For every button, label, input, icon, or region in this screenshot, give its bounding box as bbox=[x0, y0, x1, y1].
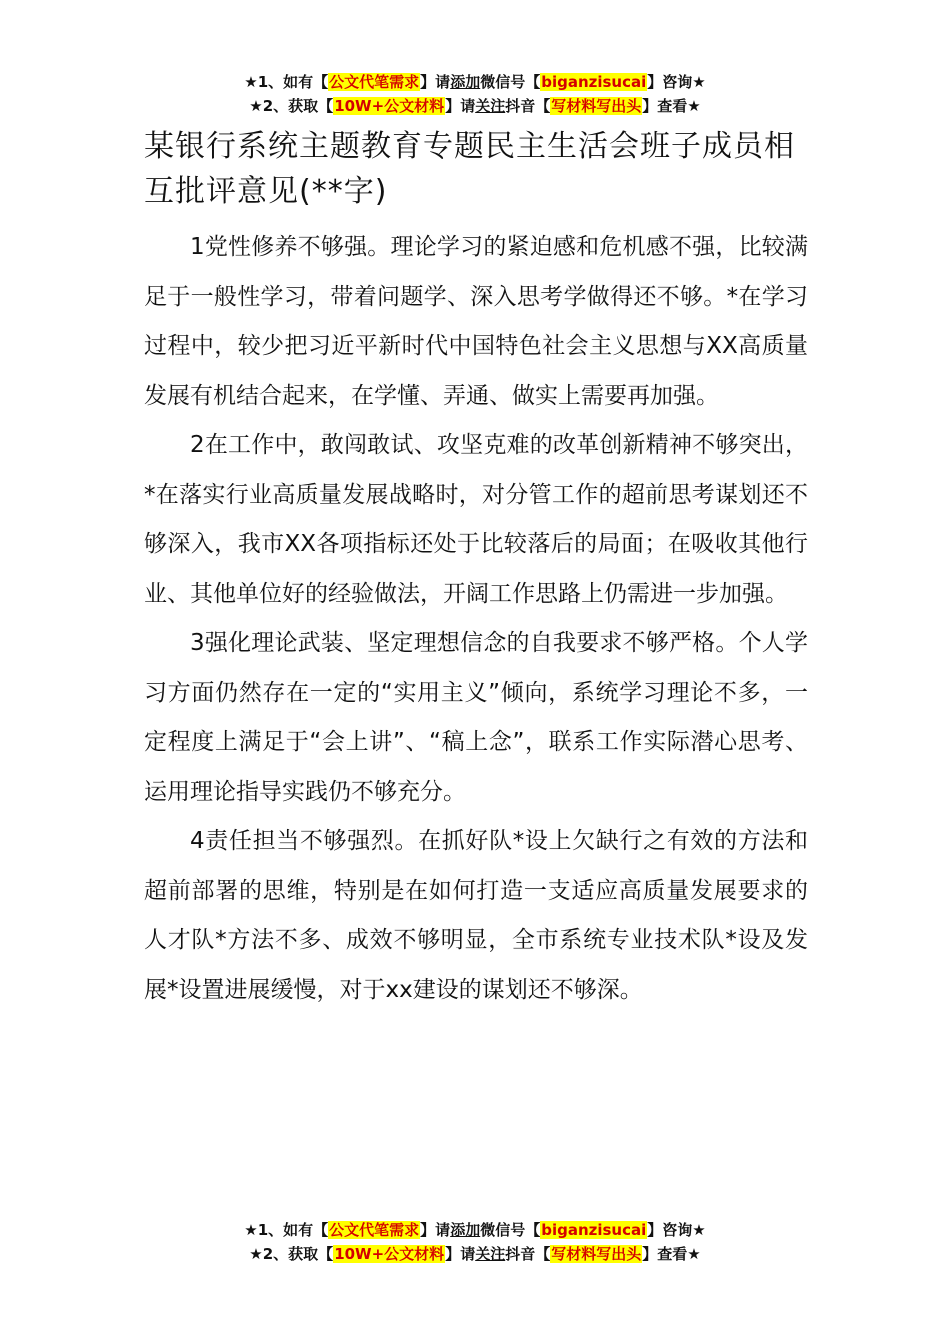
banner-text: 微信号【 bbox=[480, 1221, 541, 1239]
banner-text: 】请 bbox=[420, 1221, 451, 1239]
highlight-materials: 10W+公文材料 bbox=[334, 97, 445, 115]
highlight-wechat-id: biganzisucai bbox=[541, 73, 647, 91]
highlight-materials: 10W+公文材料 bbox=[334, 1245, 445, 1263]
document-title: 某银行系统主题教育专题民主生活会班子成员相互批评意见(**字) bbox=[144, 129, 795, 209]
banner-text: 】请 bbox=[445, 97, 476, 115]
banner-text: 抖音【 bbox=[505, 97, 551, 115]
banner-text: ★2、获取【 bbox=[249, 1245, 334, 1263]
banner-text: ★2、获取【 bbox=[249, 97, 334, 115]
banner-emphasis: 添加 bbox=[450, 1221, 481, 1239]
highlight-wechat-id: biganzisucai bbox=[541, 1221, 647, 1239]
paragraph-2: 2在工作中，敢闯敢试、攻坚克难的改革创新精神不够突出，*在落实行业高质量发展战略时，对分管工作的超前思考谋划还不够深入，我市XX各项指标还处于比较落后的局面；在吸收其他行业、其他单位好的经验做法，开阔工作思路上仍需进一步加强。 bbox=[144, 432, 808, 607]
highlight-service: 公文代笔需求 bbox=[329, 73, 420, 91]
paragraph-4: 4责任担当不够强烈。在抓好队*设上欠缺行之有效的方法和超前部署的思维，特别是在如何打造一支适应高质量发展要求的人才队*方法不多、成效不够明显，全市系统专业技术队*设及发展*设置进展缓慢，对于xx建设的谋划还不够深。 bbox=[144, 828, 808, 1003]
banner-text: ★1、如有【 bbox=[244, 1221, 329, 1239]
banner-line-1 bbox=[0, 1218, 950, 1242]
header-banner bbox=[0, 70, 950, 118]
banner-line-2 bbox=[0, 1242, 950, 1266]
banner-text: 抖音【 bbox=[505, 1245, 551, 1263]
banner-emphasis: 关注 bbox=[475, 97, 506, 115]
banner-text: ★1、如有【 bbox=[244, 73, 329, 91]
banner-line-2 bbox=[0, 94, 950, 118]
paragraph-3: 3强化理论武装、坚定理想信念的自我要求不够严格。个人学习方面仍然存在一定的“实用主义”倾向，系统学习理论不多，一定程度上满足于“会上讲”、“稿上念”，联系工作实际潜心思考、运用理论指导实践仍不够充分。 bbox=[144, 630, 808, 805]
highlight-service: 公文代笔需求 bbox=[329, 1221, 420, 1239]
banner-text: 】请 bbox=[445, 1245, 476, 1263]
banner-text: 】咨询★ bbox=[647, 1221, 706, 1239]
highlight-douyin-id: 写材料写出头 bbox=[551, 1245, 642, 1263]
banner-text: 微信号【 bbox=[480, 73, 541, 91]
document-body bbox=[144, 223, 808, 1015]
paragraph-1: 1党性修养不够强。理论学习的紧迫感和危机感不强，比较满足于一般性学习，带着问题学、深入思考学做得还不够。*在学习过程中，较少把习近平新时代中国特色社会主义思想与XX高质量发展有机结合起来，在学懂、弄通、做实上需要再加强。 bbox=[144, 234, 808, 409]
highlight-douyin-id: 写材料写出头 bbox=[551, 97, 642, 115]
banner-text: 】查看★ bbox=[642, 1245, 701, 1263]
banner-emphasis: 添加 bbox=[450, 73, 481, 91]
banner-text: 】请 bbox=[420, 73, 451, 91]
footer-banner bbox=[0, 1218, 950, 1266]
banner-emphasis: 关注 bbox=[475, 1245, 506, 1263]
banner-line-1 bbox=[0, 70, 950, 94]
banner-text: 】咨询★ bbox=[647, 73, 706, 91]
banner-text: 】查看★ bbox=[642, 97, 701, 115]
